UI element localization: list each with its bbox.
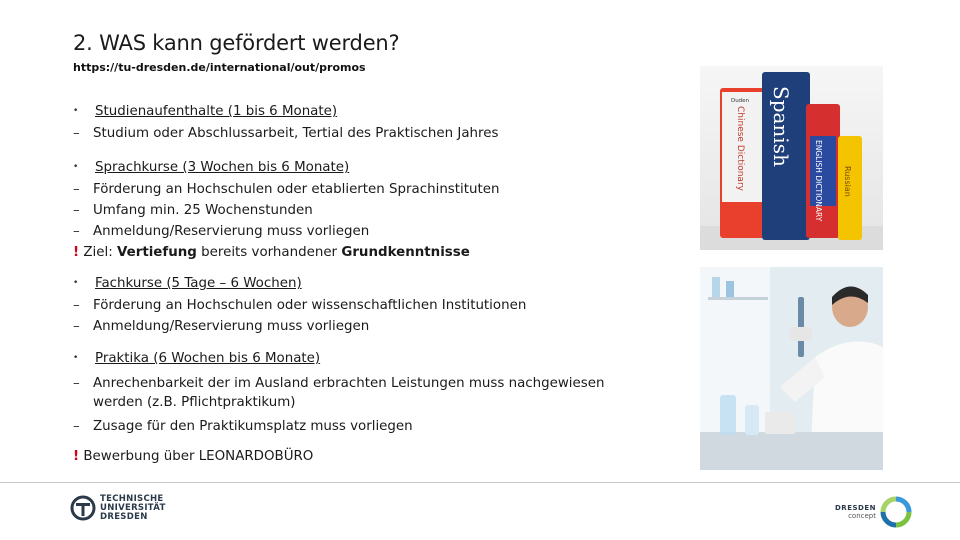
section-heading-fachkurse [73, 273, 302, 294]
heading-text: Praktika (6 Wochen bis 6 Monate) [95, 351, 321, 366]
list-item [73, 416, 413, 437]
spine-brand: Duden [730, 98, 750, 104]
bullet-marker: • [73, 278, 79, 288]
list-item-continued: werden (z.B. Pflichtpraktikum) [93, 395, 296, 410]
spine-spanish: Spanish [769, 86, 793, 167]
list-item [73, 373, 604, 394]
dash-marker: – [73, 376, 80, 391]
section-heading-sprachkurse [73, 157, 349, 178]
tud-wordmark [100, 495, 166, 522]
note-text-b: Vertiefung [117, 245, 197, 260]
item-text: Studium oder Abschlussarbeit, Tertial des Praktischen Jahres [93, 126, 499, 141]
lab-illustration [700, 267, 883, 470]
page-title: 2. WAS kann gefördert werden? [73, 31, 400, 55]
bullet-marker: • [73, 162, 79, 172]
tu-dresden-logo[interactable] [70, 494, 166, 522]
dash-marker: – [73, 419, 80, 434]
dash-marker: – [73, 224, 80, 239]
item-text: Anmeldung/Reservierung muss vorliegen [93, 319, 370, 334]
footer-divider [0, 482, 960, 483]
item-text: Anmeldung/Reservierung muss vorliegen [93, 224, 370, 239]
warning-marker: ! [73, 245, 80, 260]
section-heading-praktika [73, 348, 320, 369]
goal-note [73, 242, 470, 263]
dc-line2: concept [848, 512, 876, 520]
spine-russian: Russian [843, 166, 852, 197]
warning-marker: ! [73, 449, 80, 464]
note-text-a: Ziel: [83, 245, 117, 260]
item-text: Zusage für den Praktikumsplatz muss vorliegen [93, 419, 413, 434]
note-text-c: bereits vorhandener [196, 245, 342, 260]
heading-text: Sprachkurse (3 Wochen bis 6 Monate) [95, 160, 350, 175]
dash-marker: – [73, 319, 80, 334]
dc-wordmark [835, 504, 876, 520]
dash-marker: – [73, 182, 80, 197]
dc-line1: DRESDEN [835, 504, 876, 512]
books-photo [700, 66, 883, 250]
bullet-marker: • [73, 106, 79, 116]
tud-emblem-icon [70, 494, 96, 522]
tud-line2: UNIVERSITÄT [100, 502, 166, 513]
books-illustration [700, 66, 883, 250]
application-note [73, 446, 313, 467]
spine-english: ENGLISH DICTIONARY [814, 140, 823, 222]
item-text: Umfang min. 25 Wochenstunden [93, 203, 313, 218]
dresden-concept-logo[interactable] [835, 496, 912, 528]
dash-marker: – [73, 298, 80, 313]
list-item [73, 316, 369, 337]
section-heading-studienaufenthalte [73, 101, 337, 122]
dash-marker: – [73, 126, 80, 141]
tud-line3: DRESDEN [100, 511, 148, 522]
list-item [73, 221, 369, 242]
note-text: Bewerbung über LEONARDOBÜRO [83, 449, 314, 464]
list-item [73, 200, 313, 221]
dc-ring-icon [880, 496, 912, 528]
list-item [73, 295, 526, 316]
tud-line1: TECHNISCHE [100, 493, 164, 504]
heading-text: Studienaufenthalte (1 bis 6 Monate) [95, 104, 338, 119]
heading-text: Fachkurse (5 Tage – 6 Wochen) [95, 276, 302, 291]
dash-marker: – [73, 203, 80, 218]
list-item [73, 179, 499, 200]
lab-photo [700, 267, 883, 470]
item-text: Anrechenbarkeit der im Ausland erbrachten Leistungen muss nachgewiesen [93, 376, 605, 391]
spine-chinese: Chinese Dictionary [735, 106, 745, 191]
source-url[interactable]: https://tu-dresden.de/international/out/promos [73, 61, 366, 74]
list-item [73, 123, 498, 144]
bullet-marker: • [73, 353, 79, 363]
item-text: Förderung an Hochschulen oder etablierten Sprachinstituten [93, 182, 500, 197]
note-text-d: Grundkenntnisse [341, 245, 470, 260]
item-text: Förderung an Hochschulen oder wissenschaftlichen Institutionen [93, 298, 527, 313]
